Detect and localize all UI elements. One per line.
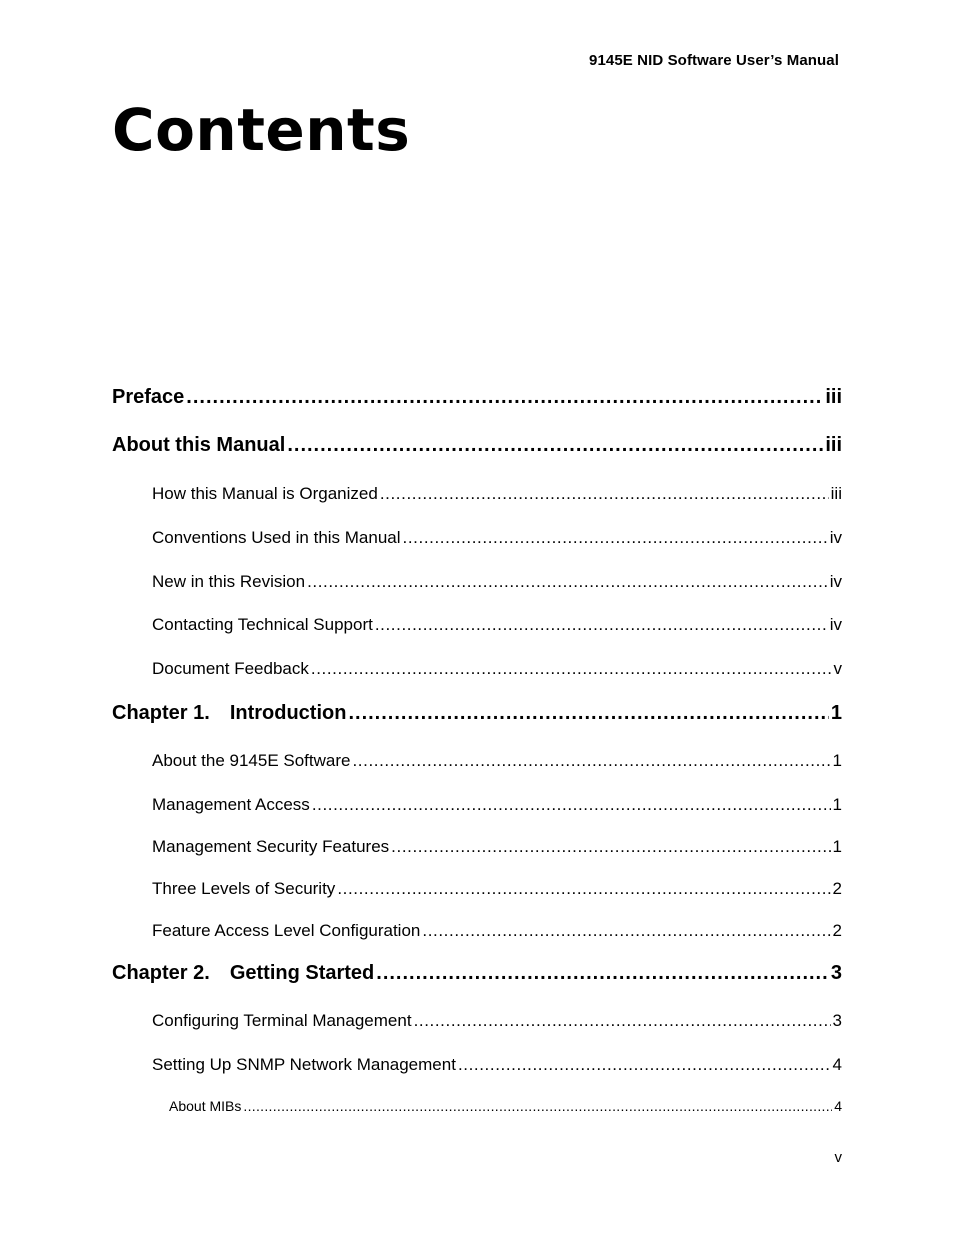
toc-entry-page: 1	[830, 702, 842, 724]
dot-leader	[287, 434, 823, 457]
toc-entry-snmp-management[interactable]	[152, 1055, 842, 1075]
toc-entry-label: Contacting Technical Support	[152, 615, 373, 634]
page-title: Contents	[112, 96, 411, 164]
toc-entry-page: 4	[832, 1055, 842, 1074]
dot-leader	[380, 484, 829, 504]
dot-leader	[348, 702, 828, 725]
toc-entry-label: About MIBs	[169, 1098, 242, 1114]
toc-entry-label: Document Feedback	[152, 659, 309, 678]
toc-entry-page: 3	[830, 962, 842, 984]
dot-leader	[391, 837, 830, 857]
dot-leader	[243, 1098, 832, 1114]
toc-entry-about-software[interactable]	[152, 751, 842, 771]
toc-entry-label: New in this Revision	[152, 572, 306, 591]
toc-entry-about-mibs[interactable]	[169, 1098, 842, 1114]
toc-entry-page: 2	[832, 921, 842, 940]
toc-entry-page: 1	[832, 795, 842, 814]
dot-leader	[337, 879, 830, 899]
chapter-title: Introduction	[229, 702, 347, 724]
dot-leader	[307, 572, 828, 592]
toc-entry-page: 2	[832, 879, 842, 898]
toc-entry-page: iii	[825, 386, 842, 408]
toc-entry-label: Management Access	[152, 795, 310, 814]
dot-leader	[352, 751, 830, 771]
toc-entry-about-this-manual[interactable]	[112, 434, 842, 457]
toc-entry-label: Preface	[112, 386, 185, 408]
toc-entry-new-in-revision[interactable]	[152, 572, 842, 592]
toc-entry-chapter-1[interactable]	[112, 702, 842, 725]
toc-entry-label: Three Levels of Security	[152, 879, 336, 898]
toc-entry-page: iii	[830, 484, 842, 503]
toc-entry-page: 1	[832, 751, 842, 770]
toc-entry-document-feedback[interactable]	[152, 659, 842, 679]
toc-entry-technical-support[interactable]	[152, 615, 842, 635]
toc-entry-label: Management Security Features	[152, 837, 390, 856]
toc-entry-label: Configuring Terminal Management	[152, 1011, 412, 1030]
toc-entry-page: iv	[829, 615, 842, 634]
toc-entry-feature-access[interactable]	[152, 921, 842, 941]
toc-entry-conventions[interactable]	[152, 528, 842, 548]
toc-entry-page: iv	[829, 528, 842, 547]
toc-entry-page: iii	[825, 434, 842, 456]
dot-leader	[186, 386, 823, 409]
dot-leader	[414, 1011, 831, 1031]
toc-entry-label: About the 9145E Software	[152, 751, 351, 770]
running-header: 9145E NID Software User’s Manual	[589, 52, 839, 69]
toc-entry-page: v	[833, 659, 842, 678]
toc-entry-how-organized[interactable]	[152, 484, 842, 504]
toc-entry-label: About this Manual	[112, 434, 286, 456]
toc-entry-label: Setting Up SNMP Network Management	[152, 1055, 456, 1074]
toc-entry-label	[112, 962, 374, 985]
page-number: v	[834, 1149, 842, 1166]
toc-entry-preface[interactable]	[112, 386, 842, 409]
toc-entry-management-access[interactable]	[152, 795, 842, 815]
dot-leader	[312, 795, 831, 815]
dot-leader	[403, 528, 828, 548]
dot-leader	[375, 615, 828, 635]
dot-leader	[311, 659, 832, 679]
chapter-title: Getting Started	[229, 962, 375, 984]
toc-entry-chapter-2[interactable]	[112, 962, 842, 985]
dot-leader	[458, 1055, 831, 1075]
toc-entry-terminal-management[interactable]	[152, 1011, 842, 1031]
toc-entry-three-levels[interactable]	[152, 879, 842, 899]
chapter-number: Chapter 2.	[112, 962, 210, 984]
toc-entry-page: 3	[832, 1011, 842, 1030]
chapter-number: Chapter 1.	[112, 702, 210, 724]
dot-leader	[376, 962, 829, 985]
toc-entry-label: Feature Access Level Configuration	[152, 921, 421, 940]
toc-entry-label: How this Manual is Organized	[152, 484, 378, 503]
toc-entry-page: 1	[832, 837, 842, 856]
dot-leader	[422, 921, 830, 941]
toc-entry-security-features[interactable]	[152, 837, 842, 857]
toc-entry-page: 4	[834, 1098, 842, 1114]
toc-entry-label	[112, 702, 346, 725]
toc-entry-label: Conventions Used in this Manual	[152, 528, 401, 547]
toc-entry-page: iv	[829, 572, 842, 591]
